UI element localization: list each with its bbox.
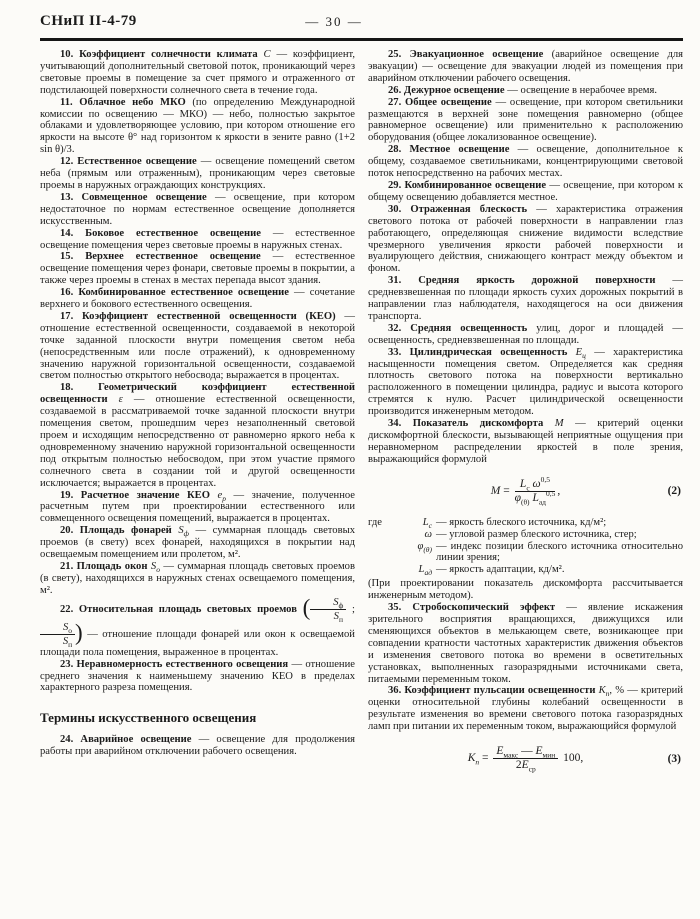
definition-29 — [368, 180, 683, 204]
legend-description: — яркость блеского источника, кд/м²; — [436, 516, 607, 528]
term-label: 16. Комбинированное естественное освещение — [60, 287, 289, 299]
equals-sign: = — [481, 752, 489, 765]
term-body: улиц, дорог и площадей — освещенность, средневзвешенная по площади. — [368, 322, 683, 346]
term-label: 23. Неравномерность естественного освещения — [60, 658, 289, 670]
term-label: 13. Совмещенное освещение — [60, 191, 207, 203]
term-body: — отношение естественной освещенности, создаваемой в рассматриваемой точке заданной плоскости внутри помещения светом, прошедшим через незаполненный световой проем и исходящим непосредственно от равномерно яркого неба к одновременному значению наружной горизонтальной освещенности под открытым полностью небосводом, при этом участие прямого солнечного света в создании той и другой освещенности исключается; выражается в процентах. — [40, 394, 355, 489]
definition-10 — [40, 49, 355, 97]
term-symbol: $S_о$ — [150, 560, 160, 575]
definition-26 — [368, 85, 683, 97]
equation-number: (3) — [667, 752, 681, 765]
legend-lead: где — [368, 516, 382, 528]
design-note: (При проектировании показатель дискомфорта рассчитывается инженерным методом). — [368, 578, 683, 602]
definition-36 — [368, 685, 683, 733]
term-label: 15. Верхнее естественное освещение — [60, 251, 261, 263]
formula-fraction: $\frac{L_с \omega^{0,5}}{\varphi_{(\theta)} L_{ад}^{0,5}}$ — [514, 474, 556, 507]
formula-legend — [368, 517, 683, 577]
definition-17 — [40, 311, 355, 382]
term-label: 26. Дежурное освещение — [388, 84, 505, 96]
term-body: — освещение для продолжения работы при аварийном отключении рабочего освещения. — [40, 734, 356, 758]
formula-fraction: $\frac{Е_{макс} — Е_{мин}}{2Е_{ср}}$ — [493, 746, 558, 771]
term-label: 27. Общее освещение — [388, 96, 492, 108]
page-number: — 30 — — [305, 14, 363, 29]
term-body: — отношение естественной освещенности, создаваемой в некоторой точке заданной плоскости внутри помещения светом неба (непосредственным или после отражений), к одновременному значению наружной горизонтальной освещенности, создаваемой светом полностью открытого небосвода; выражается в процентах. — [40, 310, 355, 382]
fraction-separator: ; — [352, 603, 355, 615]
definition-25 — [368, 49, 683, 85]
term-body: — коэффициент, учитывающий дополнительный световой поток, проникающий через световые проемы в помещение за счет прямого и отраженного от подстилающей поверхности солнечного света в течение года. — [40, 49, 355, 96]
term-label: 14. Боковое естественное освещение — [60, 227, 261, 239]
formula-pulsation-coefficient — [368, 745, 683, 774]
definition-28 — [368, 144, 683, 180]
term-body: — средневзвешенная по площади яркость сухих дорожных покрытий в направлении глаз наблюдателя, находящегося на оси движения транспорта. — [368, 275, 683, 322]
term-label: 22. Относительная площадь световых проемов — [60, 603, 297, 615]
equals-sign: = — [503, 484, 510, 497]
legend-description: — угловой размер блеского источника, стер; — [436, 528, 637, 540]
term-label: 28. Местное освещение — [388, 144, 510, 156]
definition-19 — [40, 490, 355, 526]
term-body: — критерий оценки относительной глубины колебаний освещенности в результате изменения во времени светового потока газоразрядных ламп при питании их переменным током, выражающийся формулой — [368, 685, 684, 733]
fraction-windows: $\frac{S_о}{S_п}$ — [40, 622, 75, 647]
legend-row — [368, 517, 683, 529]
term-body: — суммарная площадь световых проемов (в свету) всех фонарей, находящихся в покрытии над освещаемым помещением или пролетом, м². — [40, 525, 355, 561]
definition-18 — [40, 382, 355, 489]
legend-symbol: $\varphi_{(\theta)}$ — [417, 540, 432, 554]
two-column-layout — [40, 49, 683, 784]
definition-30 — [368, 204, 683, 275]
definition-31 — [368, 275, 683, 323]
legend-symbol: $L_{ад}$ — [418, 564, 432, 578]
definition-32 — [368, 323, 683, 347]
legend-description: — яркость адаптации, кд/м². — [436, 564, 565, 576]
term-body: — значение, полученное расчетным путем при проектировании естественного или совмещенного освещения помещений, выражается в процентах. — [40, 489, 355, 525]
term-body: — освещение в нерабочее время. — [507, 84, 658, 96]
term-label: 24. Аварийное освещение — [60, 734, 192, 746]
definition-14 — [40, 228, 355, 252]
formula-factor: 100, — [563, 752, 584, 765]
term-body: — освещение, при котором недостаточное по нормам естественное освещение дополняется искусственным. — [40, 191, 356, 227]
term-body: — освещение помещений светом неба (прямым или отраженным), проникающим через световые проемы в наружных ограждающих конструкциях. — [40, 156, 355, 191]
term-label: 11. Облачное небо МКО — [60, 96, 186, 108]
open-paren: ( — [302, 595, 311, 621]
definition-24 — [40, 734, 355, 758]
formula-comma: , — [557, 484, 561, 497]
legend-row — [368, 541, 683, 565]
term-symbol: $К_п$ — [598, 685, 610, 699]
term-body: — отношение площади фонарей или окон к освещаемой площади пола помещения, выраженное в процентах. — [40, 628, 355, 658]
formula-lhs: М — [490, 484, 501, 497]
definition-33 — [368, 347, 683, 418]
formula-discomfort-index — [368, 474, 683, 507]
term-body: (аварийное освещение для эвакуации) — освещение для эвакуации людей из помещения при аварийном отключении рабочего освещения. — [368, 49, 683, 84]
term-label: 33. Цилиндрическая освещенность — [388, 346, 568, 358]
term-body: — критерий оценки дискомфортной блескости, вызывающей неприятные ощущения при неравномерном распределении яркостей в поле зрения, выражающийся формулой — [368, 418, 684, 465]
term-symbol: $е_р$ — [217, 489, 226, 503]
right-column — [368, 49, 683, 784]
definition-15 — [40, 251, 355, 287]
term-body: — характеристика насыщенности помещения светом. Определяется как средняя плотность светового потока на поверхности вертикально расположенного в помещении цилиндра, радиус и высота которого стремятся к нулю. Расчет цилиндрической освещенности производится инженерным методом. — [368, 346, 683, 418]
term-label: 17. Коэффициент естественной освещенности (КЕО) — [60, 310, 336, 322]
term-body: (по определению Международной комиссии по освещению — МКО) — небо, полностью закрытое облаками и удовлетворяющее условию, при котором отношение его яркости на высоте θ° над горизонтом к яркости в зените равно (1+2 sin θ)/3. — [40, 96, 355, 156]
term-label: 18. Геометрический коэффициент естественной освещенности — [40, 382, 355, 406]
term-body: — освещение, при котором светильники размещаются в верхней зоне помещения равномерно (общее равномерное освещение) или применительно к расположению оборудования (общее локализованное освещение). — [368, 96, 683, 144]
fraction-skylights: $\frac{S_ф}{S_п}$ — [310, 597, 346, 622]
definition-22 — [40, 597, 355, 659]
term-label: 35. Стробоскопический эффект — [388, 602, 556, 614]
term-symbol: М — [554, 418, 564, 430]
term-body: — естественное освещение помещения через фонари, световые проемы в покрытии, а также через проемы в стенах в местах перепада высот здания. — [40, 251, 355, 287]
definition-21 — [40, 561, 355, 597]
definition-11 — [40, 97, 355, 157]
term-symbol: ε — [118, 394, 123, 406]
section-heading-artificial-lighting: Термины искусственного освещения — [40, 710, 257, 726]
term-label: 20. Площадь фонарей — [60, 525, 172, 537]
definition-34 — [368, 418, 683, 466]
term-body: — освещение, при котором к общему освещению добавляется местное. — [368, 179, 683, 203]
document-code: СНиП II-4-79 — [40, 13, 137, 29]
term-symbol: С — [263, 49, 271, 60]
term-body: — характеристика отражения светового потока от рабочей поверхности в направлении глаз работающего, определяющая снижение видимости вследствие чрезмерного увеличения яркости рабочей поверхности и вуалирующего действия, снижающего контраст между объектом и фоном. — [368, 203, 683, 275]
term-body: — отношение среднего значения к наименьшему значению КЕО в пределах характерного разреза помещения. — [40, 658, 355, 694]
left-column — [40, 49, 355, 784]
legend-row — [368, 529, 683, 541]
definition-20 — [40, 525, 355, 561]
equation-number: (2) — [667, 485, 681, 498]
term-label: 32. Средняя освещенность — [388, 322, 528, 334]
formula-lhs: $К_п$ — [467, 752, 480, 767]
term-label: 36. Коэффициент пульсации освещенности — [388, 685, 596, 697]
term-label: 21. Площадь окон — [60, 560, 148, 572]
term-label: 30. Отраженная блескость — [388, 203, 528, 215]
term-symbol-suffix: , % — [609, 685, 628, 697]
term-label: 31. Средняя яркость дорожной поверхности — [388, 275, 656, 287]
legend-symbol: ω — [424, 528, 432, 540]
legend-symbol: $L_с$ — [422, 516, 432, 530]
legend-description: — индекс позиции блеского источника относительно линии зрения; — [436, 540, 683, 564]
close-paren: ) — [75, 620, 83, 646]
term-body: — суммарная площадь световых проемов (в свету), находящихся в наружных стенах освещаемого помещения, м². — [40, 560, 355, 596]
term-label: 10. Коэффициент солнечности климата — [60, 49, 258, 60]
term-label: 19. Расчетное значение КЕО — [60, 489, 210, 501]
term-body: — освещение, дополнительное к общему, создаваемое светильниками, концентрирующими световой поток непосредственно на рабочих местах. — [368, 144, 683, 180]
definition-35 — [368, 602, 683, 685]
term-label: 29. Комбинированное освещение — [388, 179, 547, 191]
term-symbol: $S_ф$ — [178, 525, 189, 539]
definition-12 — [40, 156, 355, 192]
term-label: 12. Естественное освещение — [60, 156, 197, 168]
term-label: 25. Эвакуационное освещение — [388, 49, 544, 60]
term-body: — явление искажения зрительного восприятия вращающихся, движущихся или сменяющихся объектов в мелькающем свете, возникающее при совпадении кратности частотных характеристик движения объектов и изменения светового потока во времени в осветительных установках, выполненных газоразрядными источниками света, питаемыми переменным током. — [368, 602, 684, 685]
definition-16 — [40, 287, 355, 311]
page-header — [40, 12, 683, 38]
term-label: 34. Показатель дискомфорта — [388, 418, 544, 430]
header-rule — [40, 38, 683, 41]
term-symbol: $Е_ц$ — [575, 346, 586, 360]
definition-13 — [40, 192, 355, 228]
term-body: — сочетание верхнего и бокового естественного освещения. — [40, 287, 355, 311]
legend-row — [368, 564, 683, 576]
definition-27 — [368, 97, 683, 145]
term-body: — естественное освещение помещения через световые проемы в наружных стенах. — [40, 227, 355, 251]
definition-23 — [40, 659, 355, 695]
